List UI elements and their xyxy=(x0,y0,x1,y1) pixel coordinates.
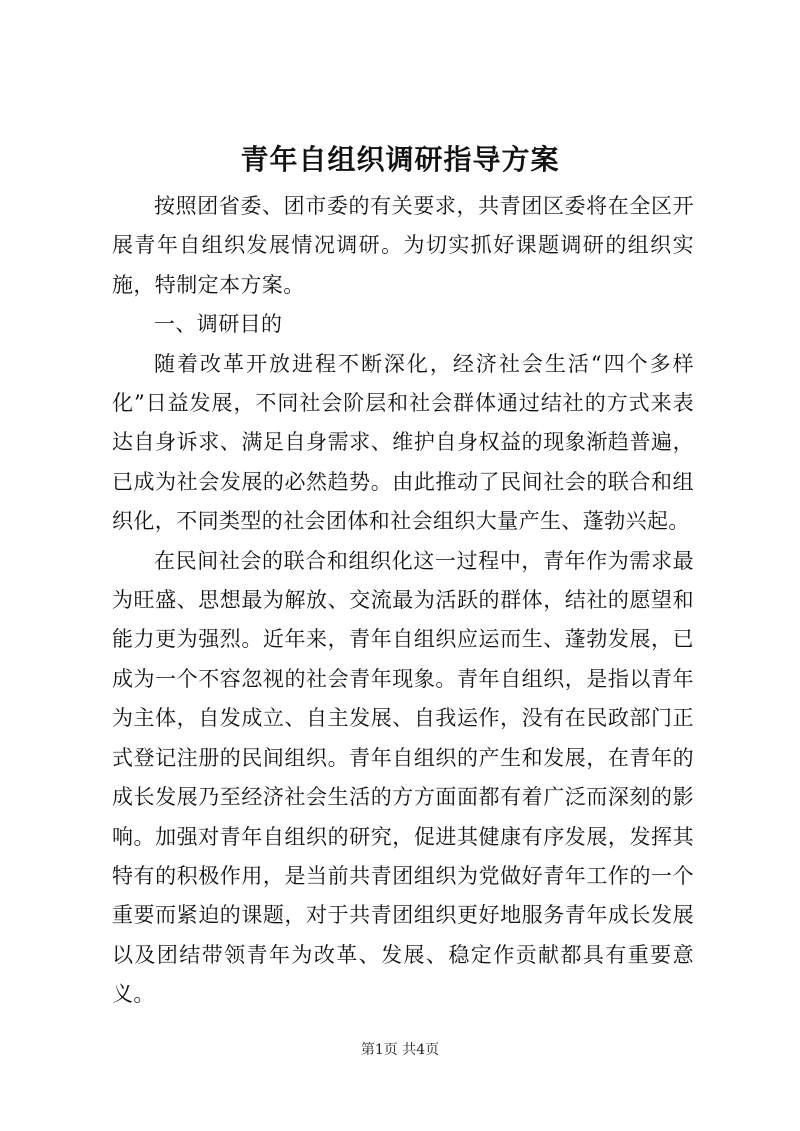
body-paragraph-2: 在民间社会的联合和组织化这一过程中，青年作为需求最为旺盛、思想最为解放、交流最为活跃的群体，结社的愿望和能力更为强烈。近年来，青年自组织应运而生、蓬勃发展，已成为一个不容忽视的社会青年现象。青年自组织，是指以青年为主体，自发成立、自主发展、自我运作，没有在民政部门正式登记注册的民间组织。青年自组织的产生和发展，在青年的成长发展乃至经济社会生活的方方面面都有着广泛而深刻的影响。加强对青年自组织的研究，促进其健康有序发展，发挥其特有的积极作用，是当前共青团组织为党做好青年工作的一个重要而紧迫的课题，对于共青团组织更好地服务青年成长发展以及团结带领青年为改革、发展、稳定作贡献都具有重要意义。 xyxy=(112,548,694,1007)
document-body xyxy=(112,187,694,1015)
intro-paragraph: 按照团省委、团市委的有关要求，共青团区委将在全区开展青年自组织发展情况调研。为切实抓好课题调研的组织实施，特制定本方案。 xyxy=(112,194,694,297)
document-title: 青年自组织调研指导方案 xyxy=(240,143,560,176)
page-footer: 第1页 共4页 xyxy=(360,1042,440,1058)
section-heading: 一、调研目的 xyxy=(154,312,283,337)
body-paragraph-1: 随着改革开放进程不断深化，经济社会生活“四个多样化”日益发展，不同社会阶层和社会群体通过结社的方式来表达自身诉求、满足自身需求、维护自身权益的现象渐趋普遍，已成为社会发展的必然趋势。由此推动了民间社会的联合和组织化，不同类型的社会团体和社会组织大量产生、蓬勃兴起。 xyxy=(112,351,694,534)
